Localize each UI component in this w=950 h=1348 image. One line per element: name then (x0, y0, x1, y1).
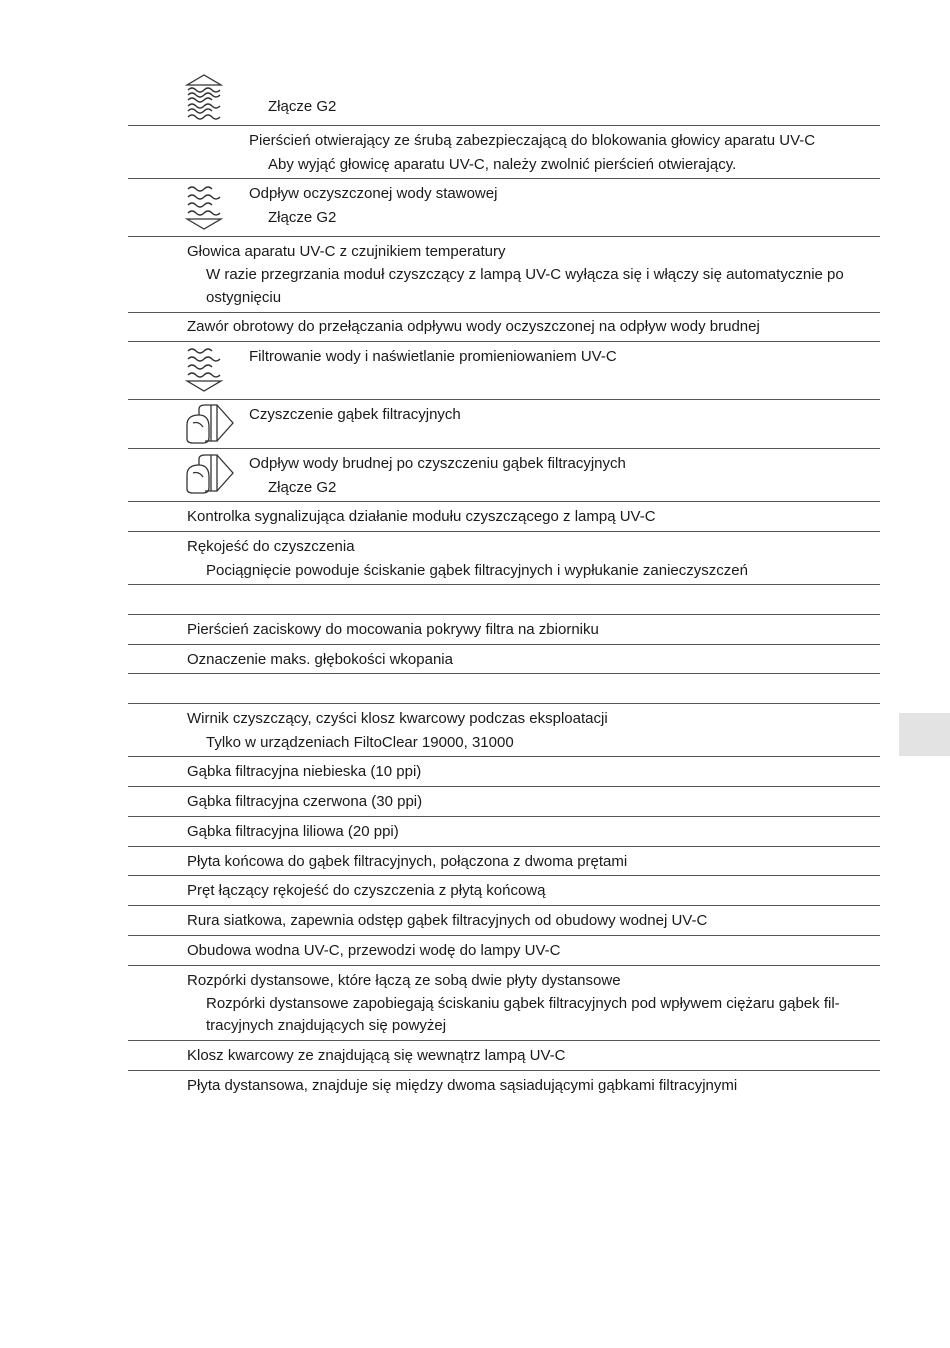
row-4-detail-line-1: W razie przegrzania moduł czyszczący z lampą UV-C wyłącza się i włączy się automatycznie po (206, 266, 844, 283)
row-12-label: Oznaczenie maks. głębokości wkopania (187, 651, 453, 668)
row-divider (128, 816, 880, 817)
row-3-detail: Złącze G2 (268, 209, 337, 226)
row-divider (128, 501, 880, 502)
row-16-label: Gąbka filtracyjna liliowa (20 ppi) (187, 823, 399, 840)
row-17-label: Płyta końcowa do gąbek filtracyjnych, połączona z dwoma prętami (187, 853, 628, 870)
row-13-detail: Tylko w urządzeniach FiltoClear 19000, 31000 (206, 734, 514, 751)
row-divider (128, 125, 880, 126)
row-2-label: Pierścień otwierający ze śrubą zabezpieczającą do blokowania głowicy aparatu UV-C (249, 132, 816, 149)
row-21-detail-line-2: tracyjnych znajdujących się powyżej (206, 1017, 447, 1034)
row-6-label: Filtrowanie wody i naświetlanie promieniowaniem UV-C (249, 348, 617, 365)
row-13-label: Wirnik czyszczący, czyści klosz kwarcowy podczas eksploatacji (187, 710, 608, 727)
row-divider (128, 756, 880, 757)
dirty-water-outlet-icon (185, 453, 235, 495)
row-23-label: Płyta dystansowa, znajduje się między dwoma sąsiadującymi gąbkami filtracyjnymi (187, 1077, 738, 1094)
row-divider (128, 1070, 880, 1071)
row-5-label: Zawór obrotowy do przełączania odpływu wody oczyszczonej na odpływ wody brudnej (187, 318, 760, 335)
row-divider (128, 935, 880, 936)
row-divider (128, 614, 880, 615)
row-divider (128, 341, 880, 342)
row-3-label: Odpływ oczyszczonej wody stawowej (249, 185, 498, 202)
row-divider (128, 399, 880, 400)
section-thumb-tab (899, 713, 950, 756)
row-divider (128, 965, 880, 966)
row-14-label: Gąbka filtracyjna niebieska (10 ppi) (187, 763, 422, 780)
row-divider (128, 644, 880, 645)
water-inlet-icon (185, 73, 225, 123)
row-21-detail-line-1: Rozpórki dystansowe zapobiegają ściskaniu gąbek filtracyjnych pod wpływem ciężaru gąbek fil- (206, 995, 840, 1012)
row-divider (128, 1040, 880, 1041)
row-4-detail-line-2: ostygnięciu (206, 289, 282, 306)
row-10-label: Rękojeść do czyszczenia (187, 538, 355, 555)
row-divider (128, 178, 880, 179)
water-outlet-icon (185, 183, 225, 233)
row-8-detail: Złącze G2 (268, 479, 337, 496)
row-divider (128, 673, 880, 674)
row-18-label: Pręt łączący rękojeść do czyszczenia z płytą końcową (187, 882, 546, 899)
row-20-label: Obudowa wodna UV-C, przewodzi wodę do lampy UV-C (187, 942, 561, 959)
row-7-label: Czyszczenie gąbek filtracyjnych (249, 406, 461, 423)
row-2-detail: Aby wyjąć głowicę aparatu UV-C, należy zwolnić pierścień otwierający. (268, 156, 737, 173)
row-divider (128, 531, 880, 532)
row-divider (128, 236, 880, 237)
row-divider (128, 703, 880, 704)
filter-uv-icon (185, 345, 225, 395)
row-11-label: Pierścień zaciskowy do mocowania pokrywy filtra na zbiorniku (187, 621, 599, 638)
sponge-cleaning-icon (185, 403, 235, 445)
row-divider (128, 584, 880, 585)
row-1-detail: Złącze G2 (268, 98, 337, 115)
row-divider (128, 786, 880, 787)
row-10-detail: Pociągnięcie powoduje ściskanie gąbek filtracyjnych i wypłukanie zanieczyszczeń (206, 562, 748, 579)
row-15-label: Gąbka filtracyjna czerwona (30 ppi) (187, 793, 423, 810)
row-divider (128, 448, 880, 449)
row-9-label: Kontrolka sygnalizująca działanie modułu czyszczącego z lampą UV-C (187, 508, 656, 525)
row-divider (128, 846, 880, 847)
row-divider (128, 312, 880, 313)
row-19-label: Rura siatkowa, zapewnia odstęp gąbek filtracyjnych od obudowy wodnej UV-C (187, 912, 708, 929)
row-divider (128, 905, 880, 906)
row-21-label: Rozpórki dystansowe, które łączą ze sobą dwie płyty dystansowe (187, 972, 621, 989)
row-22-label: Klosz kwarcowy ze znajdującą się wewnątrz lampą UV-C (187, 1047, 566, 1064)
row-8-label: Odpływ wody brudnej po czyszczeniu gąbek filtracyjnych (249, 455, 626, 472)
row-4-label: Głowica aparatu UV-C z czujnikiem temperatury (187, 243, 506, 260)
row-divider (128, 875, 880, 876)
